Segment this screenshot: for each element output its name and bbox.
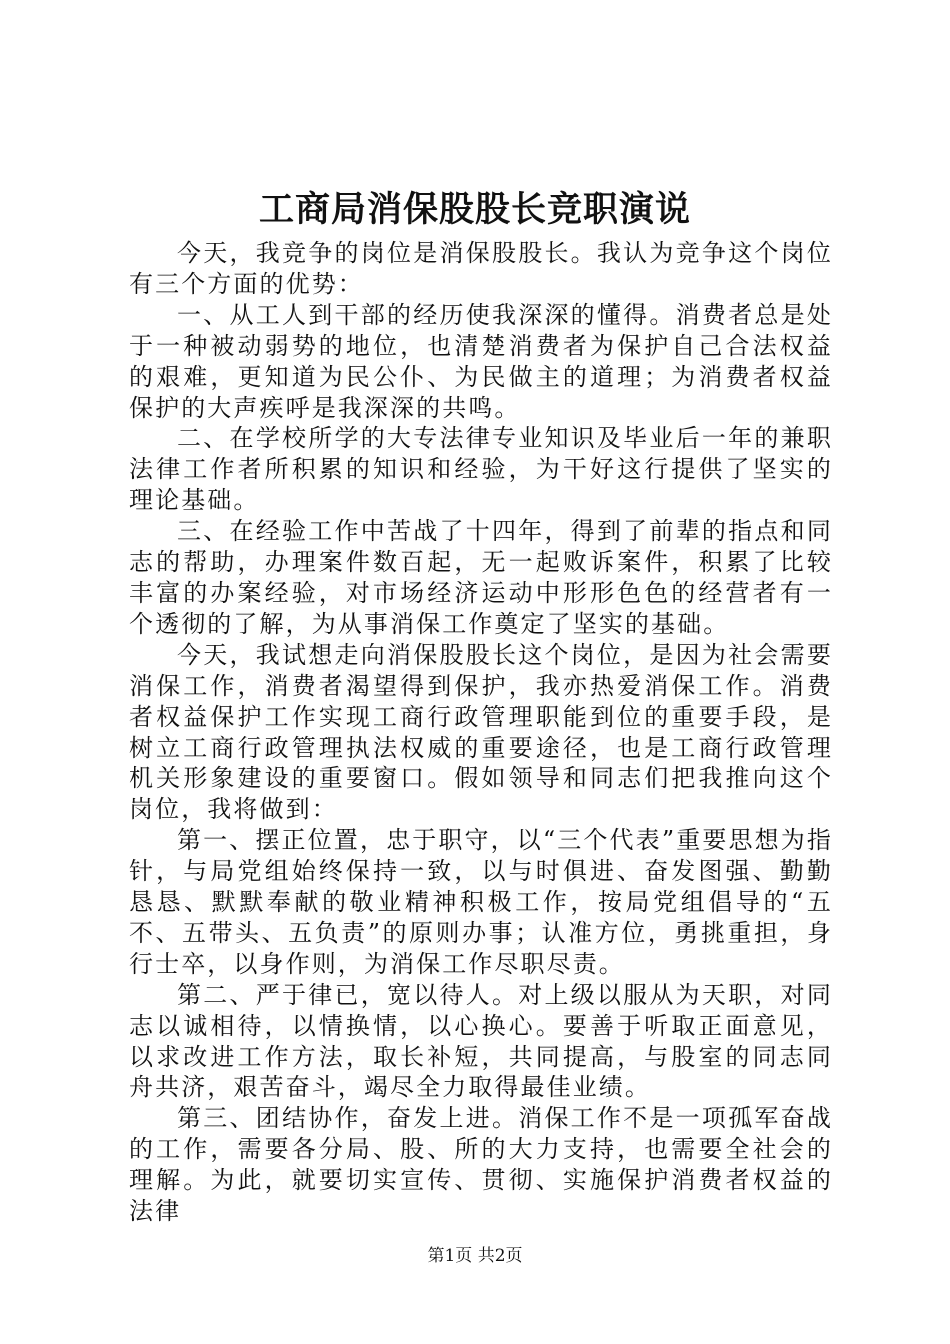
paragraph: 今天，我试想走向消保股股长这个岗位，是因为社会需要消保工作，消费者渴望得到保护，我亦热爱消保工作。消费者权益保护工作实现工商行政管理职能到位的重要手段，是树立工商行政管理执法权威的重要途径，也是工商行政管理机关形象建设的重要窗口。假如领导和同志们把我推向这个岗位，我将做到： [129, 640, 833, 824]
document-body [129, 238, 833, 1227]
paragraph: 第三、团结协作，奋发上进。消保工作不是一项孤军奋战的工作，需要各分局、股、所的大力支持，也需要全社会的理解。为此，就要切实宣传、贯彻、实施保护消费者权益的法律 [129, 1104, 833, 1226]
paragraph: 第一、摆正位置，忠于职守，以“三个代表”重要思想为指针，与局党组始终保持一致，以与时俱进、奋发图强、勤勤恳恳、默默奉献的敬业精神积极工作，按局党组倡导的“五不、五带头、五负责”的原则办事；认准方位，勇挑重担，身行士卒，以身作则，为消保工作尽职尽责。 [129, 826, 833, 978]
paragraph: 第二、严于律已，宽以待人。对上级以服从为天职，对同志以诚相待，以情换情，以心换心。要善于听取正面意见，以求改进工作方法，取长补短，共同提高，与股室的同志同舟共济，艰苦奋斗，竭尽全力取得最佳业绩。 [129, 980, 833, 1102]
paragraph: 二、在学校所学的大专法律专业知识及毕业后一年的兼职法律工作者所积累的知识和经验，为干好这行提供了坚实的理论基础。 [129, 424, 833, 515]
page-number-footer: 第1页 共2页 [427, 1246, 523, 1266]
document-title: 工商局消保股股长竞职演说 [258, 189, 691, 230]
paragraph: 三、在经验工作中苦战了十四年，得到了前辈的指点和同志的帮助，办理案件数百起，无一起败诉案件，积累了比较丰富的办案经验，对市场经济运动中形形色色的经营者有一个透彻的了解，为从事消保工作奠定了坚实的基础。 [129, 517, 833, 638]
paragraph: 一、从工人到干部的经历使我深深的懂得。消费者总是处于一种被动弱势的地位，也清楚消费者为保护自己合法权益的艰难，更知道为民公仆、为民做主的道理；为消费者权益保护的大声疾呼是我深深的共鸣。 [129, 300, 833, 422]
paragraph: 今天，我竞争的岗位是消保股股长。我认为竞争这个岗位有三个方面的优势： [129, 239, 833, 298]
